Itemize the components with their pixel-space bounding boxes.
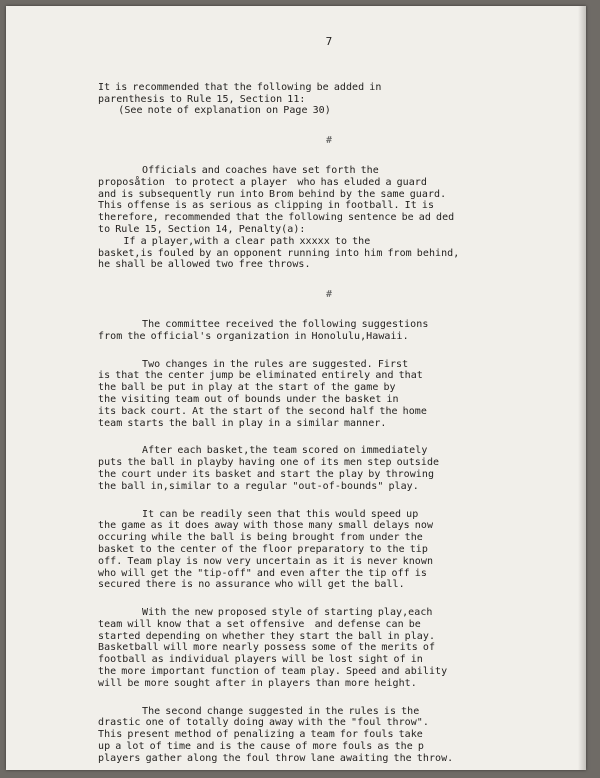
- text-line: to Rule 15, Section 14, Penalty(a):: [98, 223, 306, 235]
- text-line: basket,is fouled by an opponent running into him from behind,: [98, 247, 460, 259]
- text-line: who will get the "tip-off" and even after the tip off is: [98, 567, 427, 579]
- text-line: Two changes in the rules are suggested. First: [142, 358, 409, 370]
- paragraph-second-change: [98, 706, 560, 765]
- text-line: With the new proposed style of starting play,each: [142, 607, 433, 619]
- text-line: The second change suggested in the rules is the: [142, 705, 420, 717]
- text-line: parenthesis to Rule 15, Section 11:: [98, 93, 306, 105]
- text-line: off. Team play is now very uncertain as it is never known: [98, 555, 434, 567]
- paragraph-after-basket: [98, 445, 560, 492]
- text-line: basket to the center of the floor preparatory to the tip: [98, 543, 428, 555]
- text-line: the ball in,similar to a regular "out-of-bounds" play.: [98, 480, 419, 492]
- text-line: After each basket,the team scored on immediately: [142, 445, 428, 457]
- text-line: the ball be put in play at the start of the game by: [98, 382, 396, 394]
- text-line: puts the ball in playby having one of its men step outside: [98, 457, 440, 469]
- text-line: If a player,with a clear path xxxxx to the: [98, 235, 371, 247]
- paragraph-new-style: [98, 607, 560, 690]
- text-line: the game as it does away with those many small delays now: [98, 520, 434, 532]
- text-line: Officials and coaches have set forth the: [142, 164, 379, 176]
- text-line: players gather along the foul throw lane awaiting the throw.: [98, 752, 454, 764]
- text-line: the more important function of team play. Speed and ability: [98, 666, 448, 678]
- text-line: is that the center jump be eliminated entirely and that: [98, 370, 423, 382]
- text-line: This offense is as serious as clipping in football. It is: [98, 200, 435, 212]
- text-line: from the official's organization in Honolulu,Hawaii.: [98, 330, 409, 342]
- text-line: its back court. At the start of the second half the home: [98, 405, 427, 417]
- text-line: It can be readily seen that this would speed up: [142, 508, 419, 520]
- section-mark: #: [325, 289, 333, 301]
- text-line: the court under its basket and start the play by throwing: [98, 468, 435, 480]
- intro-paragraph: [98, 82, 560, 117]
- text-line: he shall be allowed two free throws.: [98, 259, 311, 271]
- page-edge-shadow: [578, 6, 586, 770]
- paragraph-two-changes: [98, 359, 560, 430]
- paragraph-committee: [98, 319, 560, 343]
- text-line: The committee received the following suggestions: [142, 318, 429, 330]
- text-line: football as individual players will be lost sight of in: [98, 654, 423, 666]
- text-line: up a lot of time and is the cause of more fouls as the p: [98, 741, 424, 753]
- text-line: will be more sought after in players than more height.: [98, 677, 417, 689]
- text-line: therefore, recommended that the following sentence be ad ded: [98, 212, 455, 224]
- paragraph-speed-up: [98, 509, 560, 592]
- text-line: Basketball will more nearly possess some of the merits of: [98, 642, 436, 654]
- page-text: [98, 36, 560, 765]
- text-line: team will know that a set offensive and defense can be: [98, 618, 421, 630]
- text-line: started depending on whether they start the ball in play.: [98, 630, 436, 642]
- text-line: and is subsequently run into Brom behind by the same guard.: [98, 188, 447, 200]
- text-line: This present method of penalizing a team for fouls take: [98, 729, 423, 741]
- text-line: team starts the ball in play in a similar manner.: [98, 417, 387, 429]
- text-line: occuring while the ball is being brought from under the: [98, 532, 423, 544]
- section-mark: #: [325, 135, 333, 147]
- text-line: secured there is no assurance who will get the ball.: [98, 579, 405, 591]
- page-number: 7: [325, 35, 333, 48]
- text-line: It is recommended that the following be added in: [98, 81, 382, 93]
- text-line: proposåtion to protect a player who has eluded a guard: [98, 176, 427, 188]
- typewritten-page: [6, 6, 586, 770]
- text-line: (See note of explanation on Page 30): [98, 105, 331, 117]
- text-line: drastic one of totally doing away with the "foul throw".: [98, 717, 429, 729]
- paragraph-officials: [98, 165, 560, 271]
- text-line: the visiting team out of bounds under the basket in: [98, 393, 399, 405]
